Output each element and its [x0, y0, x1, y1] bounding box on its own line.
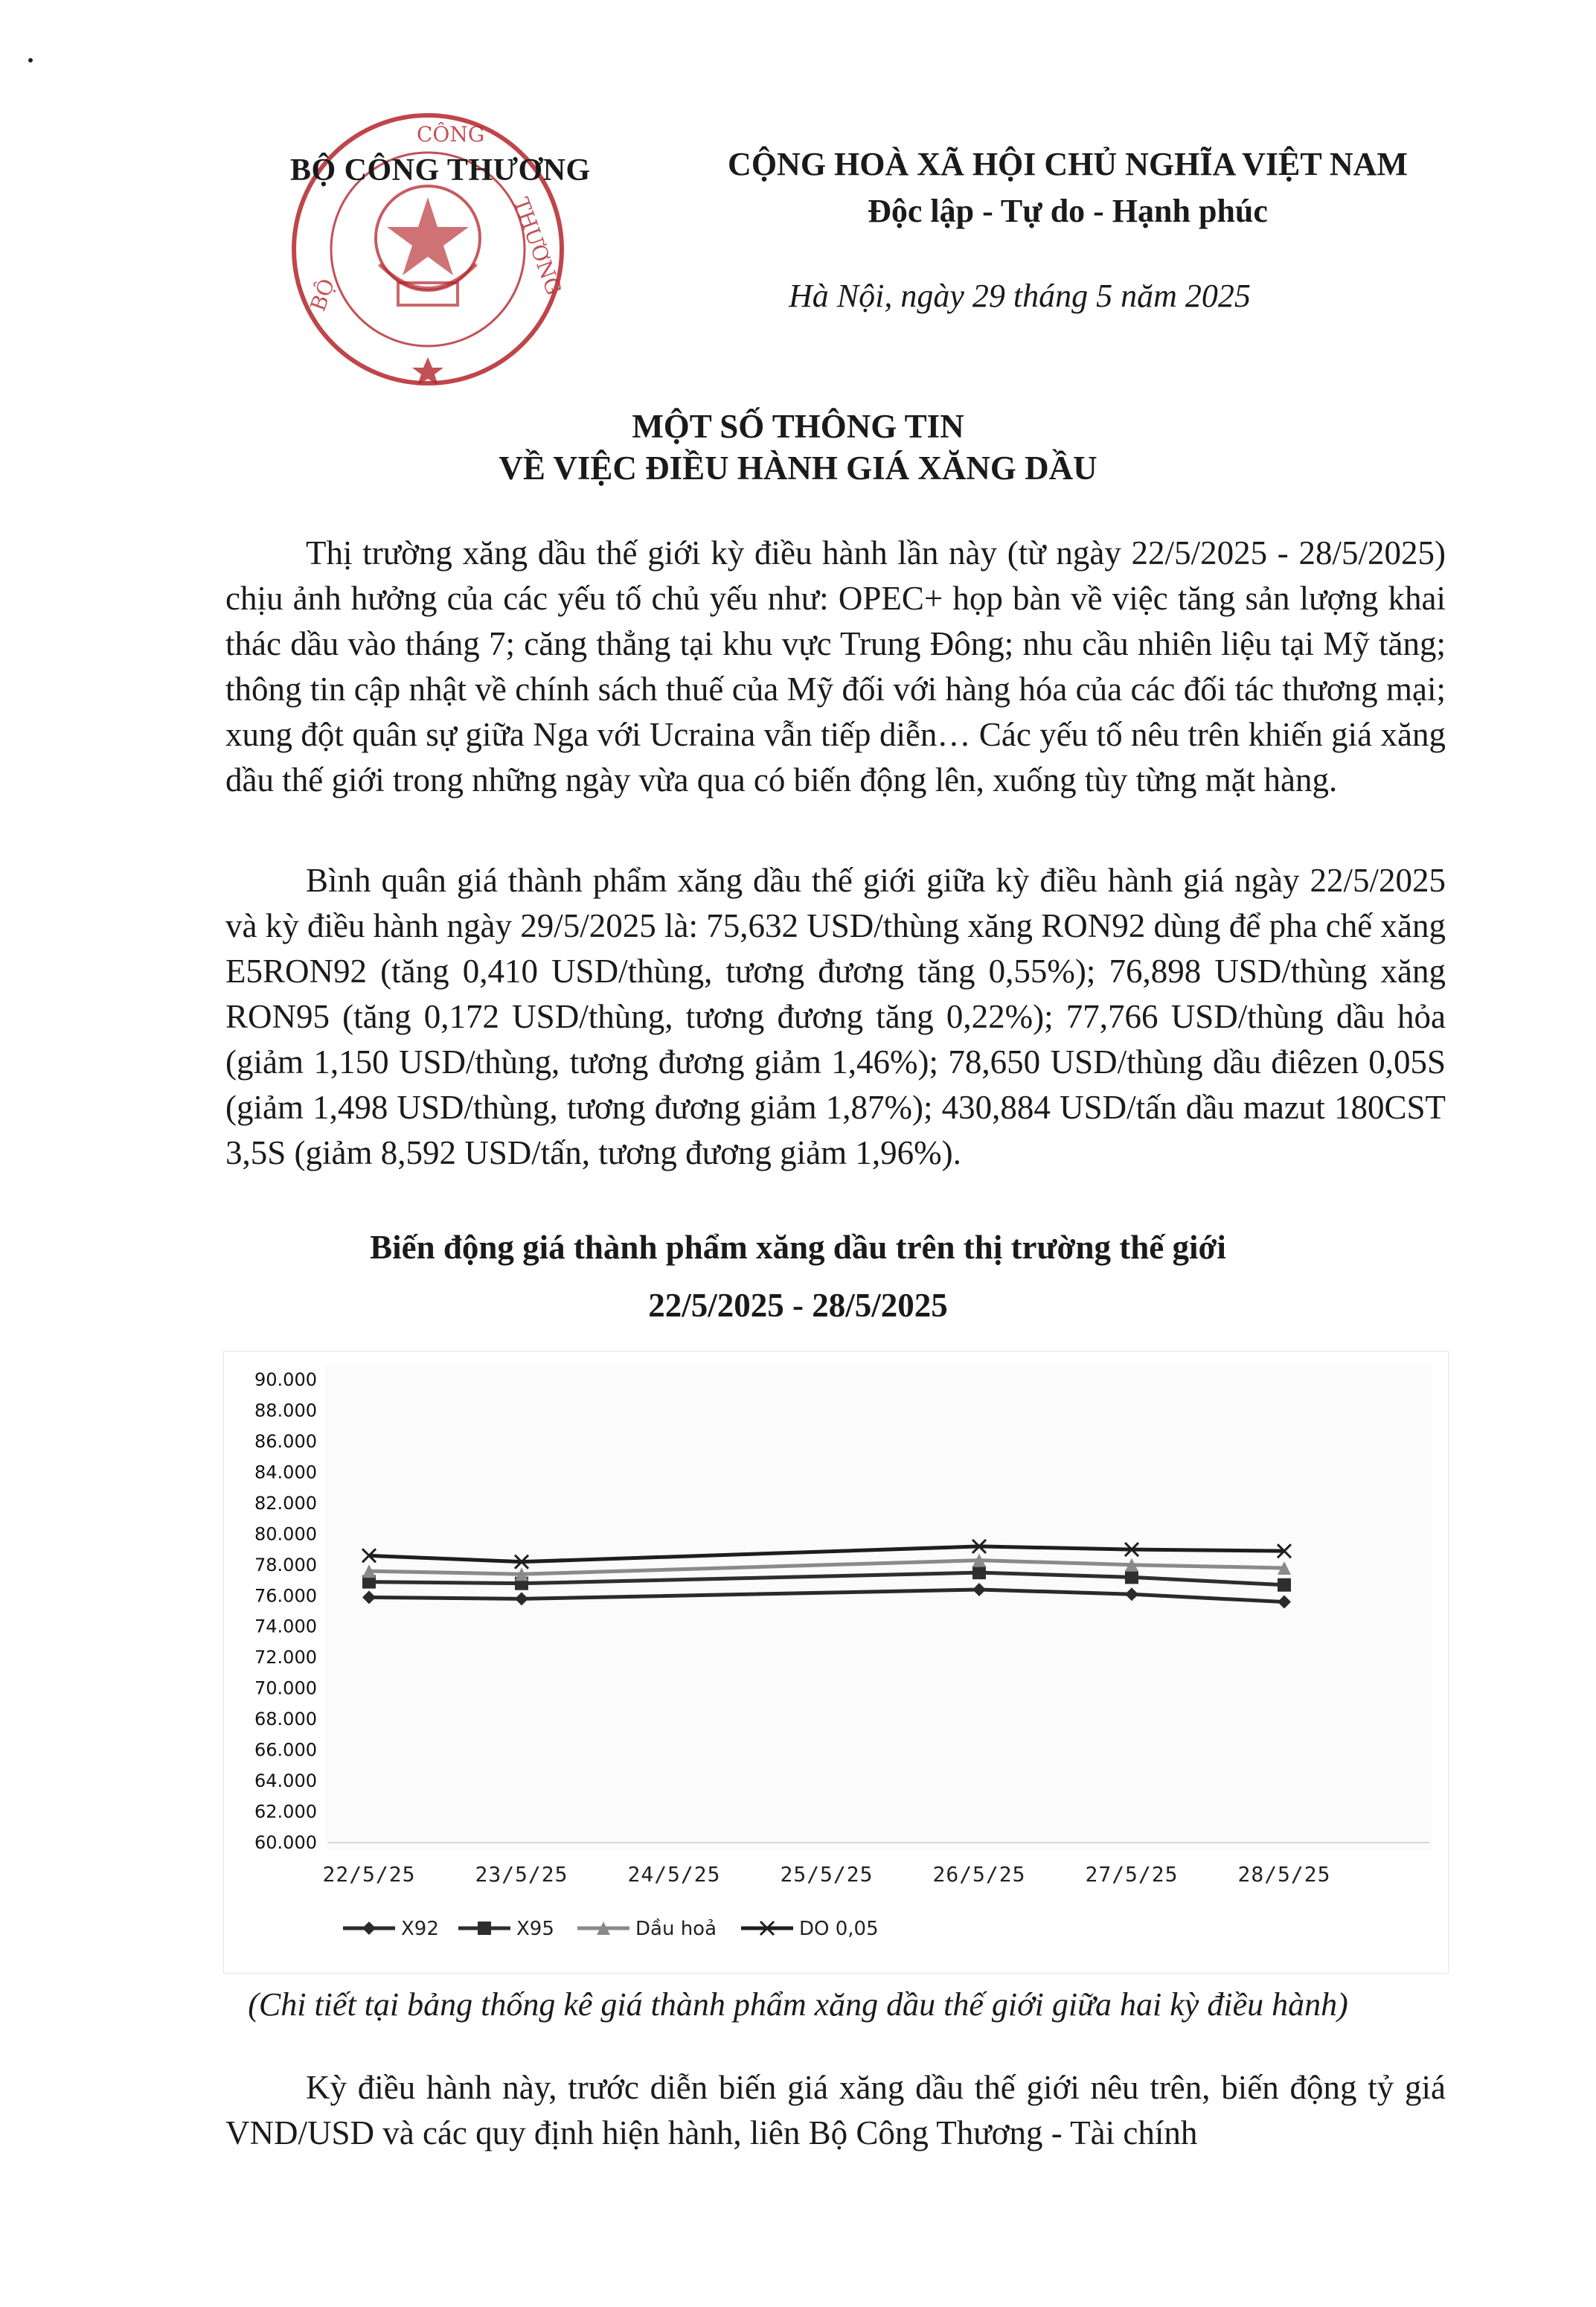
y-tick-label: 74.000: [254, 1616, 317, 1637]
x-tick-label: 25/5/25: [780, 1862, 874, 1887]
line-chart: [224, 1351, 1448, 1973]
legend-swatch-marker: [362, 1922, 376, 1935]
x-tick-label: 26/5/25: [932, 1862, 1026, 1887]
legend-label: DO 0,05: [799, 1918, 879, 1940]
series-point-1: [972, 1566, 986, 1579]
document-title-line2: VỀ VIỆC ĐIỀU HÀNH GIÁ XĂNG DẦU: [499, 449, 1097, 487]
chart-title: Biến động giá thành phẩm xăng dầu trên thị trường thế giới: [370, 1229, 1226, 1266]
legend-label: X92: [401, 1918, 439, 1940]
series-point-1: [1125, 1570, 1138, 1584]
republic-heading: [696, 145, 1440, 230]
x-tick-label: 24/5/25: [627, 1862, 721, 1887]
official-seal-stamp: [268, 89, 588, 409]
plot-area: [324, 1365, 1433, 1850]
stamp-text-top: CÔNG: [417, 122, 485, 147]
scan-speck: [28, 58, 33, 63]
document-title: [0, 406, 1596, 489]
y-tick-label: 60.000: [254, 1832, 317, 1853]
x-tick-label: 23/5/25: [475, 1862, 568, 1887]
y-tick-label: 72.000: [254, 1647, 317, 1668]
republic-line1: CỘNG HOÀ XÃ HỘI CHỦ NGHĨA VIỆT NAM: [728, 146, 1408, 182]
x-tick-label: 22/5/25: [322, 1862, 416, 1887]
y-tick-label: 68.000: [254, 1709, 317, 1730]
chart-caption: (Chi tiết tại bảng thống kê giá thành phẩm xăng dầu thế giới giữa hai kỳ điều hành): [248, 1986, 1348, 2023]
y-tick-label: 88.000: [254, 1400, 317, 1421]
y-tick-label: 80.000: [254, 1523, 317, 1545]
y-tick-label: 90.000: [254, 1369, 317, 1390]
series-point-1: [1278, 1578, 1291, 1592]
stamp-text-right: THƯƠNG: [508, 194, 567, 298]
chart-subtitle: 22/5/2025 - 28/5/2025: [648, 1287, 948, 1324]
y-tick-label: 82.000: [254, 1492, 317, 1514]
dateline: Hà Nội, ngày 29 tháng 5 năm 2025: [789, 278, 1251, 314]
paragraph-1: Thị trường xăng dầu thế giới kỳ điều hành lần này (từ ngày 22/5/2025 - 28/5/2025) chịu ảnh hưởng của các yếu tố chủ yếu như: OPEC+ họp bàn về việc tăng sản lượng khai thác dầu vào tháng 7; căng thẳng tại khu vực Trung Đông; nhu cầu nhiên liệu tại Mỹ tăng; thông tin cập nhật về chính sách thuế của Mỹ đối với hàng hóa của các đối tác thương mại; xung đột quân sự giữa Nga với Ucraina vẫn tiếp diễn… Các yếu tố nêu trên khiến giá xăng dầu thế giới trong những ngày vừa qua có biến động lên, xuống tùy từng mặt hàng.: [225, 534, 1446, 799]
document-title-line1: MỘT SỐ THÔNG TIN: [632, 408, 964, 445]
legend-swatch-marker: [478, 1922, 491, 1935]
y-tick-label: 66.000: [254, 1739, 317, 1761]
paragraph-3: Kỳ điều hành này, trước diễn biến giá xăng dầu thế giới nêu trên, biến động tỷ giá VND/USD và các quy định hiện hành, liên Bộ Công Thương - Tài chính: [225, 2069, 1446, 2151]
stamp-text-left: BỘ: [305, 275, 340, 315]
chart-container: [223, 1351, 1449, 1974]
y-tick-label: 78.000: [254, 1554, 317, 1575]
y-tick-label: 62.000: [254, 1801, 317, 1823]
ministry-name: BỘ CÔNG THƯƠNG: [290, 153, 591, 188]
y-tick-label: 84.000: [254, 1462, 317, 1483]
y-tick-label: 64.000: [254, 1770, 317, 1792]
y-tick-label: 70.000: [254, 1677, 317, 1699]
republic-line2: Độc lập - Tự do - Hạnh phúc: [868, 193, 1268, 229]
legend-label: Dầu hoả: [635, 1918, 717, 1940]
x-tick-label: 28/5/25: [1237, 1862, 1331, 1887]
y-tick-label: 86.000: [254, 1430, 317, 1452]
legend-label: X95: [516, 1918, 554, 1940]
paragraph-2: Bình quân giá thành phẩm xăng dầu thế giới giữa kỳ điều hành giá ngày 22/5/2025 và kỳ điều hành ngày 29/5/2025 là: 75,632 USD/thùng xăng RON92 dùng để pha chế xăng E5RON92 (tăng 0,410 USD/thùng, tương đương tăng 0,55%); 76,898 USD/thùng xăng RON95 (tăng 0,172 USD/thùng, tương đương tăng 0,22%); 77,766 USD/thùng dầu hỏa (giảm 1,150 USD/thùng, tương đương giảm 1,46%); 78,650 USD/thùng dầu điêzen 0,05S (giảm 1,498 USD/thùng, tương đương giảm 1,87%); 430,884 USD/tấn dầu mazut 180CST 3,5S (giảm 8,592 USD/tấn, tương đương giảm 1,96%).: [225, 862, 1446, 1171]
y-tick-label: 76.000: [254, 1585, 317, 1607]
x-tick-label: 27/5/25: [1085, 1862, 1179, 1887]
